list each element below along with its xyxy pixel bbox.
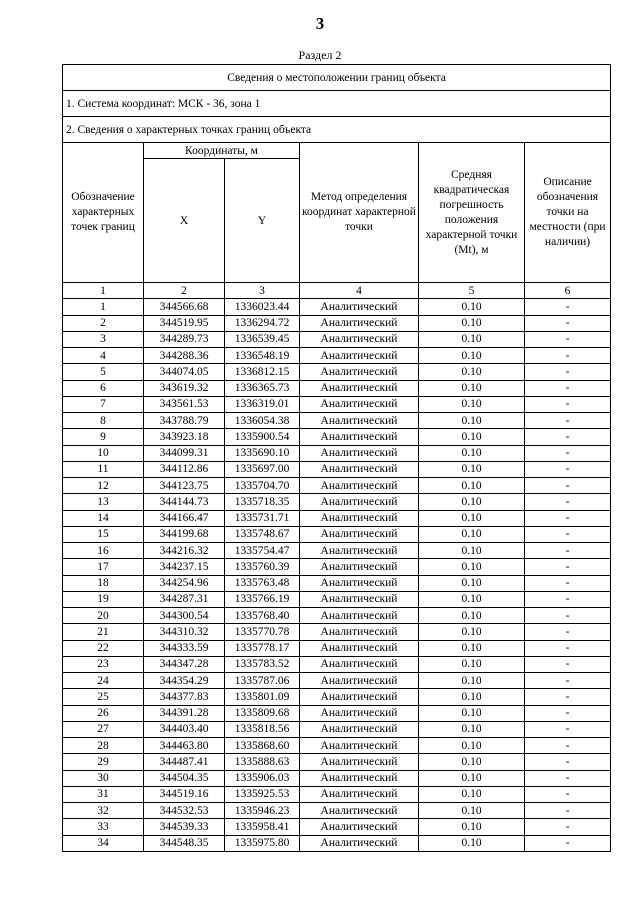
description-cell: - xyxy=(525,608,611,624)
method-cell: Аналитический xyxy=(300,819,419,835)
point-number-cell: 8 xyxy=(63,413,144,429)
point-number-cell: 24 xyxy=(63,673,144,689)
y-coordinate-cell: 1335888.63 xyxy=(225,754,300,770)
method-cell: Аналитический xyxy=(300,705,419,721)
description-cell: - xyxy=(525,689,611,705)
error-cell: 0.10 xyxy=(419,315,525,331)
method-cell: Аналитический xyxy=(300,461,419,477)
x-coordinate-cell: 344354.29 xyxy=(144,673,225,689)
x-coordinate-cell: 344377.83 xyxy=(144,689,225,705)
column-number: 4 xyxy=(300,283,419,299)
description-cell: - xyxy=(525,803,611,819)
x-coordinate-cell: 344237.15 xyxy=(144,559,225,575)
x-coordinate-cell: 344310.32 xyxy=(144,624,225,640)
column-number: 3 xyxy=(225,283,300,299)
description-cell: - xyxy=(525,494,611,510)
point-number-cell: 31 xyxy=(63,786,144,802)
x-coordinate-cell: 344166.47 xyxy=(144,510,225,526)
error-cell: 0.10 xyxy=(419,738,525,754)
error-cell: 0.10 xyxy=(419,689,525,705)
y-coordinate-cell: 1335783.52 xyxy=(225,656,300,672)
description-cell: - xyxy=(525,461,611,477)
table-row xyxy=(63,494,611,510)
y-coordinate-cell: 1335946.23 xyxy=(225,803,300,819)
y-coordinate-cell: 1335868.60 xyxy=(225,738,300,754)
table-row xyxy=(63,526,611,542)
x-coordinate-cell: 343619.32 xyxy=(144,380,225,396)
x-coordinate-cell: 343561.53 xyxy=(144,396,225,412)
y-coordinate-cell: 1335900.54 xyxy=(225,429,300,445)
error-cell: 0.10 xyxy=(419,640,525,656)
x-coordinate-cell: 344289.73 xyxy=(144,331,225,347)
method-cell: Аналитический xyxy=(300,445,419,461)
description-cell: - xyxy=(525,754,611,770)
point-number-cell: 23 xyxy=(63,656,144,672)
description-cell: - xyxy=(525,364,611,380)
x-coordinate-cell: 344548.35 xyxy=(144,835,225,851)
description-cell: - xyxy=(525,673,611,689)
error-cell: 0.10 xyxy=(419,494,525,510)
x-coordinate-cell: 344112.86 xyxy=(144,461,225,477)
table-row xyxy=(63,624,611,640)
y-coordinate-cell: 1335818.56 xyxy=(225,721,300,737)
y-coordinate-cell: 1335704.70 xyxy=(225,478,300,494)
section-label: Раздел 2 xyxy=(298,48,342,62)
table-title: Сведения о местоположении границ объекта xyxy=(63,65,611,91)
method-cell: Аналитический xyxy=(300,331,419,347)
method-cell: Аналитический xyxy=(300,396,419,412)
column-number: 6 xyxy=(525,283,611,299)
x-coordinate-cell: 344504.35 xyxy=(144,770,225,786)
x-coordinate-cell: 344519.16 xyxy=(144,786,225,802)
description-cell: - xyxy=(525,721,611,737)
method-cell: Аналитический xyxy=(300,786,419,802)
description-cell: - xyxy=(525,640,611,656)
method-cell: Аналитический xyxy=(300,510,419,526)
error-cell: 0.10 xyxy=(419,591,525,607)
y-coordinate-cell: 1336294.72 xyxy=(225,315,300,331)
table-row xyxy=(63,364,611,380)
table-row xyxy=(63,575,611,591)
error-cell: 0.10 xyxy=(419,461,525,477)
table-row xyxy=(63,803,611,819)
error-cell: 0.10 xyxy=(419,721,525,737)
table-row xyxy=(63,689,611,705)
point-number-cell: 28 xyxy=(63,738,144,754)
column-number-row xyxy=(63,283,611,299)
method-cell: Аналитический xyxy=(300,689,419,705)
method-cell: Аналитический xyxy=(300,559,419,575)
method-cell: Аналитический xyxy=(300,315,419,331)
y-coordinate-cell: 1335768.40 xyxy=(225,608,300,624)
description-cell: - xyxy=(525,315,611,331)
error-cell: 0.10 xyxy=(419,673,525,689)
error-cell: 0.10 xyxy=(419,331,525,347)
error-cell: 0.10 xyxy=(419,835,525,851)
table-row xyxy=(63,445,611,461)
header-coordinates: Координаты, м xyxy=(144,143,300,159)
x-coordinate-cell: 344403.40 xyxy=(144,721,225,737)
point-number-cell: 16 xyxy=(63,543,144,559)
y-coordinate-cell: 1336812.15 xyxy=(225,364,300,380)
x-coordinate-cell: 344123.75 xyxy=(144,478,225,494)
description-cell: - xyxy=(525,526,611,542)
table-row xyxy=(63,721,611,737)
y-coordinate-cell: 1336054.38 xyxy=(225,413,300,429)
y-coordinate-cell: 1335748.67 xyxy=(225,526,300,542)
description-cell: - xyxy=(525,575,611,591)
error-cell: 0.10 xyxy=(419,380,525,396)
x-coordinate-cell: 344254.96 xyxy=(144,575,225,591)
table-row xyxy=(63,640,611,656)
table-row xyxy=(63,348,611,364)
table-row xyxy=(63,673,611,689)
y-coordinate-cell: 1335787.06 xyxy=(225,673,300,689)
x-coordinate-cell: 344099.31 xyxy=(144,445,225,461)
table-row xyxy=(63,835,611,851)
table-row xyxy=(63,754,611,770)
y-coordinate-cell: 1336365.73 xyxy=(225,380,300,396)
point-number-cell: 32 xyxy=(63,803,144,819)
point-number-cell: 25 xyxy=(63,689,144,705)
method-cell: Аналитический xyxy=(300,591,419,607)
y-coordinate-cell: 1335778.17 xyxy=(225,640,300,656)
y-coordinate-cell: 1335718.35 xyxy=(225,494,300,510)
method-cell: Аналитический xyxy=(300,738,419,754)
method-cell: Аналитический xyxy=(300,608,419,624)
page-number: 3 xyxy=(315,14,325,33)
description-cell: - xyxy=(525,380,611,396)
method-cell: Аналитический xyxy=(300,526,419,542)
table-row xyxy=(63,461,611,477)
description-cell: - xyxy=(525,396,611,412)
column-number: 5 xyxy=(419,283,525,299)
point-number-cell: 33 xyxy=(63,819,144,835)
method-cell: Аналитический xyxy=(300,543,419,559)
error-cell: 0.10 xyxy=(419,608,525,624)
x-coordinate-cell: 344216.32 xyxy=(144,543,225,559)
point-number-cell: 26 xyxy=(63,705,144,721)
point-number-cell: 13 xyxy=(63,494,144,510)
point-number-cell: 15 xyxy=(63,526,144,542)
point-number-cell: 21 xyxy=(63,624,144,640)
y-coordinate-cell: 1336319.01 xyxy=(225,396,300,412)
error-cell: 0.10 xyxy=(419,429,525,445)
header-y: Y xyxy=(225,159,300,283)
point-number-cell: 19 xyxy=(63,591,144,607)
method-cell: Аналитический xyxy=(300,754,419,770)
y-coordinate-cell: 1335760.39 xyxy=(225,559,300,575)
point-number-cell: 6 xyxy=(63,380,144,396)
y-coordinate-cell: 1335906.03 xyxy=(225,770,300,786)
y-coordinate-cell: 1335697.00 xyxy=(225,461,300,477)
point-number-cell: 2 xyxy=(63,315,144,331)
header-description: Описание обозначения точки на местности (при наличии) xyxy=(525,143,611,283)
description-cell: - xyxy=(525,624,611,640)
y-coordinate-cell: 1336023.44 xyxy=(225,299,300,315)
description-cell: - xyxy=(525,705,611,721)
x-coordinate-cell: 344566.68 xyxy=(144,299,225,315)
y-coordinate-cell: 1335770.78 xyxy=(225,624,300,640)
y-coordinate-cell: 1335731.71 xyxy=(225,510,300,526)
x-coordinate-cell: 344532.53 xyxy=(144,803,225,819)
point-number-cell: 11 xyxy=(63,461,144,477)
table-row xyxy=(63,608,611,624)
point-number-cell: 4 xyxy=(63,348,144,364)
y-coordinate-cell: 1336548.19 xyxy=(225,348,300,364)
error-cell: 0.10 xyxy=(419,348,525,364)
description-cell: - xyxy=(525,510,611,526)
error-cell: 0.10 xyxy=(419,786,525,802)
error-cell: 0.10 xyxy=(419,624,525,640)
error-cell: 0.10 xyxy=(419,656,525,672)
header-method: Метод определения координат характерной точки xyxy=(300,143,419,283)
column-number: 2 xyxy=(144,283,225,299)
point-number-cell: 12 xyxy=(63,478,144,494)
error-cell: 0.10 xyxy=(419,770,525,786)
y-coordinate-cell: 1336539.45 xyxy=(225,331,300,347)
error-cell: 0.10 xyxy=(419,478,525,494)
method-cell: Аналитический xyxy=(300,770,419,786)
column-number: 1 xyxy=(63,283,144,299)
table-row xyxy=(63,705,611,721)
table-row xyxy=(63,396,611,412)
x-coordinate-cell: 344300.54 xyxy=(144,608,225,624)
description-cell: - xyxy=(525,591,611,607)
table-row xyxy=(63,331,611,347)
point-number-cell: 30 xyxy=(63,770,144,786)
y-coordinate-cell: 1335763.48 xyxy=(225,575,300,591)
description-cell: - xyxy=(525,738,611,754)
description-cell: - xyxy=(525,331,611,347)
method-cell: Аналитический xyxy=(300,429,419,445)
y-coordinate-cell: 1335958.41 xyxy=(225,819,300,835)
x-coordinate-cell: 344144.73 xyxy=(144,494,225,510)
header-x: X xyxy=(144,159,225,283)
table-row xyxy=(63,656,611,672)
y-coordinate-cell: 1335975.80 xyxy=(225,835,300,851)
point-number-cell: 17 xyxy=(63,559,144,575)
header-point-designation: Обозначение характерных точек границ xyxy=(63,143,144,283)
x-coordinate-cell: 344519.95 xyxy=(144,315,225,331)
x-coordinate-cell: 344487.41 xyxy=(144,754,225,770)
table-row xyxy=(63,315,611,331)
point-number-cell: 14 xyxy=(63,510,144,526)
table-row xyxy=(63,413,611,429)
description-cell: - xyxy=(525,478,611,494)
table-row xyxy=(63,738,611,754)
y-coordinate-cell: 1335809.68 xyxy=(225,705,300,721)
y-coordinate-cell: 1335801.09 xyxy=(225,689,300,705)
method-cell: Аналитический xyxy=(300,803,419,819)
error-cell: 0.10 xyxy=(419,705,525,721)
table-row xyxy=(63,478,611,494)
error-cell: 0.10 xyxy=(419,559,525,575)
description-cell: - xyxy=(525,656,611,672)
x-coordinate-cell: 344463.80 xyxy=(144,738,225,754)
table-row xyxy=(63,429,611,445)
point-number-cell: 20 xyxy=(63,608,144,624)
error-cell: 0.10 xyxy=(419,543,525,559)
description-cell: - xyxy=(525,559,611,575)
point-number-cell: 34 xyxy=(63,835,144,851)
x-coordinate-cell: 344074.05 xyxy=(144,364,225,380)
x-coordinate-cell: 344199.68 xyxy=(144,526,225,542)
y-coordinate-cell: 1335754.47 xyxy=(225,543,300,559)
error-cell: 0.10 xyxy=(419,754,525,770)
method-cell: Аналитический xyxy=(300,413,419,429)
table-row xyxy=(63,543,611,559)
error-cell: 0.10 xyxy=(419,819,525,835)
error-cell: 0.10 xyxy=(419,396,525,412)
method-cell: Аналитический xyxy=(300,673,419,689)
table-row xyxy=(63,819,611,835)
error-cell: 0.10 xyxy=(419,803,525,819)
point-number-cell: 1 xyxy=(63,299,144,315)
x-coordinate-cell: 344333.59 xyxy=(144,640,225,656)
x-coordinate-cell: 344391.28 xyxy=(144,705,225,721)
point-number-cell: 9 xyxy=(63,429,144,445)
y-coordinate-cell: 1335690.10 xyxy=(225,445,300,461)
description-cell: - xyxy=(525,543,611,559)
method-cell: Аналитический xyxy=(300,624,419,640)
error-cell: 0.10 xyxy=(419,575,525,591)
point-number-cell: 27 xyxy=(63,721,144,737)
method-cell: Аналитический xyxy=(300,380,419,396)
table-row xyxy=(63,559,611,575)
error-cell: 0.10 xyxy=(419,526,525,542)
table-row xyxy=(63,770,611,786)
description-cell: - xyxy=(525,445,611,461)
description-cell: - xyxy=(525,819,611,835)
point-number-cell: 5 xyxy=(63,364,144,380)
x-coordinate-cell: 343788.79 xyxy=(144,413,225,429)
x-coordinate-cell: 344288.36 xyxy=(144,348,225,364)
description-cell: - xyxy=(525,429,611,445)
x-coordinate-cell: 343923.18 xyxy=(144,429,225,445)
header-error: Средняя квадратическая погрешность положения характерной точки (Mt), м xyxy=(419,143,525,283)
y-coordinate-cell: 1335766.19 xyxy=(225,591,300,607)
method-cell: Аналитический xyxy=(300,835,419,851)
description-cell: - xyxy=(525,786,611,802)
table-row xyxy=(63,299,611,315)
x-coordinate-cell: 344287.31 xyxy=(144,591,225,607)
y-coordinate-cell: 1335925.53 xyxy=(225,786,300,802)
x-coordinate-cell: 344539.33 xyxy=(144,819,225,835)
table-row xyxy=(63,591,611,607)
table-row xyxy=(63,380,611,396)
error-cell: 0.10 xyxy=(419,510,525,526)
coordinate-system: 1. Система координат: МСК - 36, зона 1 xyxy=(63,91,611,117)
table-row xyxy=(63,786,611,802)
point-number-cell: 29 xyxy=(63,754,144,770)
method-cell: Аналитический xyxy=(300,494,419,510)
error-cell: 0.10 xyxy=(419,413,525,429)
method-cell: Аналитический xyxy=(300,299,419,315)
boundary-points-table xyxy=(62,64,611,852)
table-row xyxy=(63,510,611,526)
method-cell: Аналитический xyxy=(300,478,419,494)
method-cell: Аналитический xyxy=(300,721,419,737)
point-number-cell: 7 xyxy=(63,396,144,412)
error-cell: 0.10 xyxy=(419,364,525,380)
method-cell: Аналитический xyxy=(300,656,419,672)
points-heading: 2. Сведения о характерных точках границ объекта xyxy=(63,117,611,143)
description-cell: - xyxy=(525,413,611,429)
description-cell: - xyxy=(525,348,611,364)
x-coordinate-cell: 344347.28 xyxy=(144,656,225,672)
method-cell: Аналитический xyxy=(300,640,419,656)
point-number-cell: 18 xyxy=(63,575,144,591)
description-cell: - xyxy=(525,835,611,851)
method-cell: Аналитический xyxy=(300,348,419,364)
description-cell: - xyxy=(525,770,611,786)
error-cell: 0.10 xyxy=(419,299,525,315)
point-number-cell: 10 xyxy=(63,445,144,461)
point-number-cell: 22 xyxy=(63,640,144,656)
method-cell: Аналитический xyxy=(300,364,419,380)
description-cell: - xyxy=(525,299,611,315)
method-cell: Аналитический xyxy=(300,575,419,591)
point-number-cell: 3 xyxy=(63,331,144,347)
error-cell: 0.10 xyxy=(419,445,525,461)
